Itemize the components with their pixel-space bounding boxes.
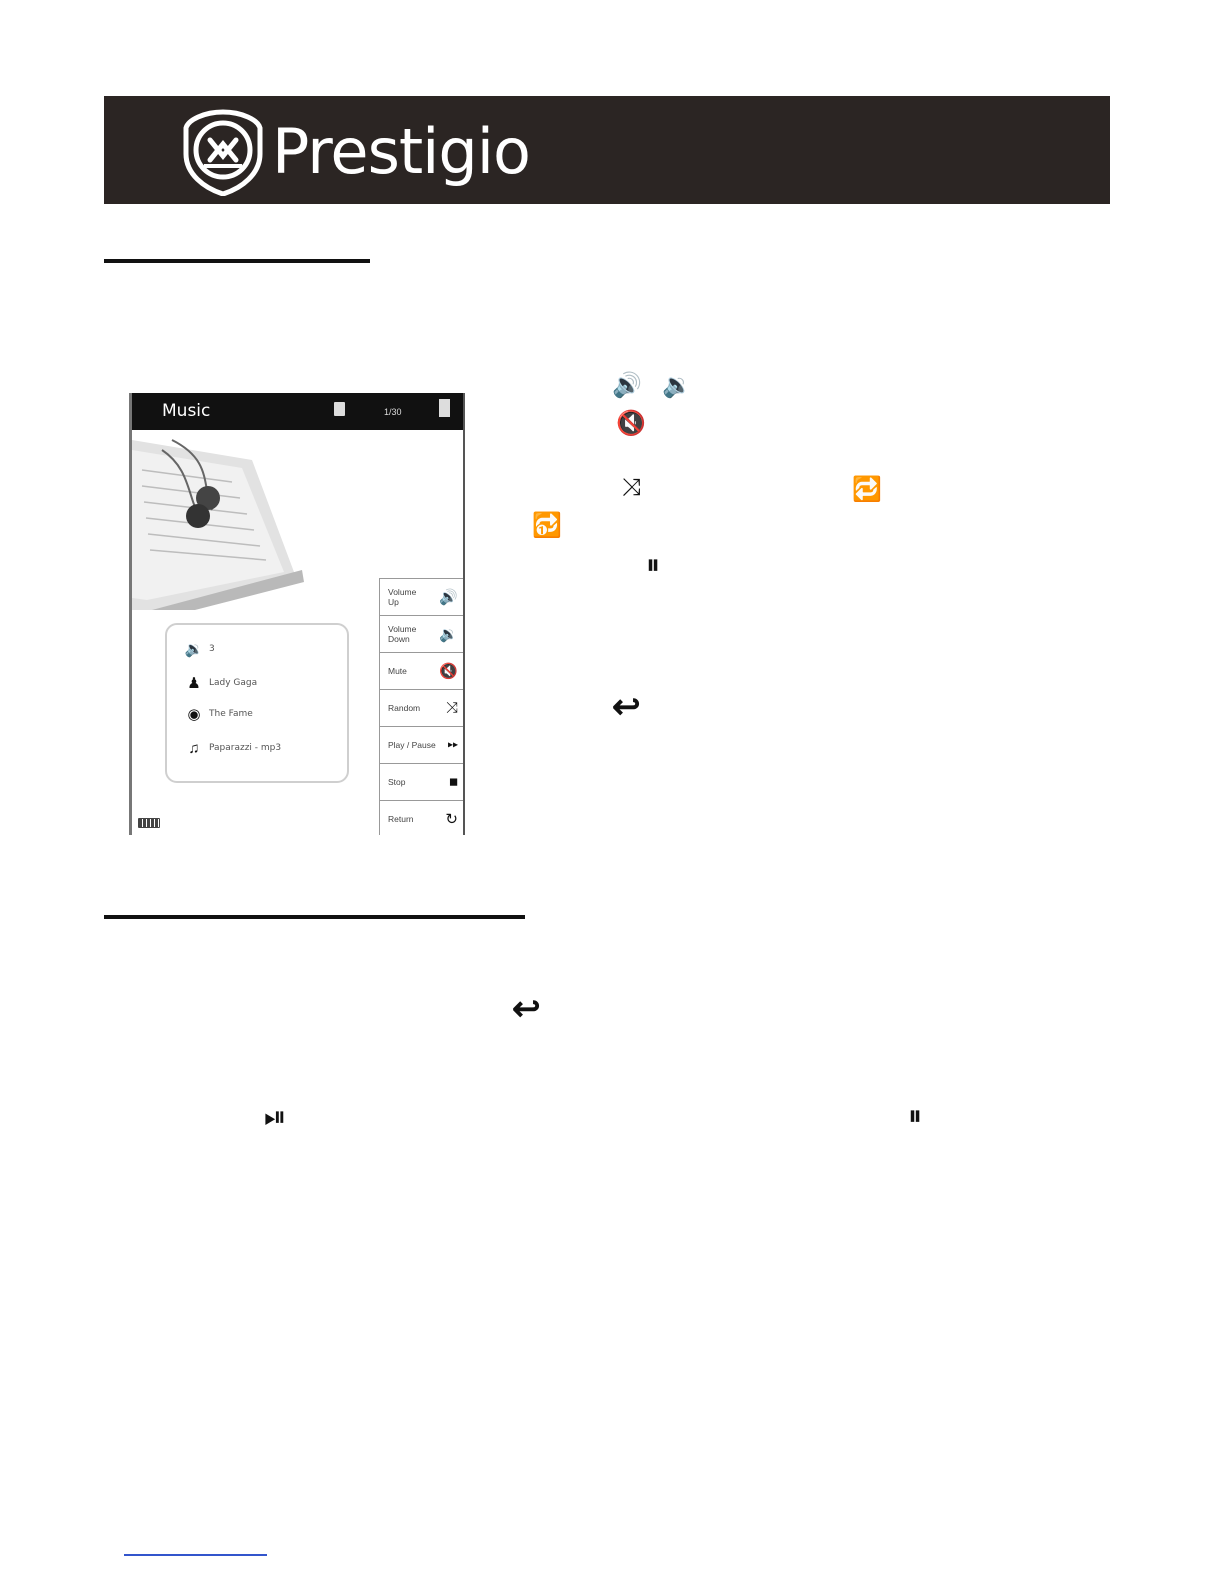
pause-icon: ⏸ [646,549,661,580]
info-volume-row [183,639,215,659]
section-rule-2 [104,915,525,919]
stop-icon: ■ [448,773,458,791]
speaker-icon: 🔉 [184,641,204,658]
track-info-panel [165,623,349,783]
play-pause-icon: ⏯ [264,1101,287,1132]
menu-label: Volume Up [388,587,417,607]
menu-volume-up[interactable] [380,578,464,615]
volume-up-icon: 🔊 [439,589,458,606]
volume-down-icon: 🔉 [439,626,458,643]
menu-label: Stop [388,777,406,787]
device-title: Music [162,401,211,421]
menu-stop[interactable] [380,763,464,800]
return-icon: ↻ [445,811,458,828]
mute-icon: 🔇 [439,663,458,680]
music-player-screenshot [129,393,465,835]
info-file-row [183,738,281,758]
sd-card-icon [334,402,345,416]
info-file: Paparazzi - mp3 [209,743,282,753]
back-icon: ↩ [612,688,641,726]
battery-icon [138,818,160,828]
info-artist-row [183,673,257,693]
menu-label: Play / Pause [388,740,436,750]
menu-label: Random [388,703,421,713]
info-album: The Fame [209,709,253,719]
track-counter: 1/30 [384,407,402,417]
footer-link-underline[interactable] [124,1554,267,1556]
menu-label: Return [388,814,414,824]
section-rule-1 [104,259,370,263]
info-artist: Lady Gaga [209,678,258,688]
back-icon: ↩ [512,990,541,1028]
play-pause-icon: ▸▸ [447,739,458,751]
menu-label: Mute [388,666,407,676]
disc-icon: ◉ [187,706,201,723]
shuffle-icon: ⤨ [622,474,642,501]
menu-random[interactable] [380,689,464,726]
brand-name: Prestigio [272,115,530,188]
book-earphones-image [132,430,307,610]
mute-icon: 🔇 [616,410,646,437]
menu-return[interactable] [380,800,464,835]
menu-label: Volume Down [388,624,417,644]
repeat-icon: 🔁 [852,476,882,503]
pause-icon: ⏸ [908,1100,923,1131]
shuffle-icon: ⤨ [445,699,458,717]
person-icon: ♟ [187,675,201,692]
menu-mute[interactable] [380,652,464,689]
prestigio-logo-icon [180,108,266,196]
info-volume: 3 [209,644,215,654]
repeat-one-icon: 🔂 [532,512,562,539]
volume-down-icon: 🔉 [662,372,692,399]
menu-play-pause[interactable] [380,726,464,763]
page-icon [439,399,450,417]
volume-up-icon: 🔊 [612,372,642,399]
player-side-menu [379,578,464,835]
menu-volume-down[interactable] [380,615,464,652]
music-note-icon: ♫ [188,739,200,757]
info-album-row [183,704,253,724]
